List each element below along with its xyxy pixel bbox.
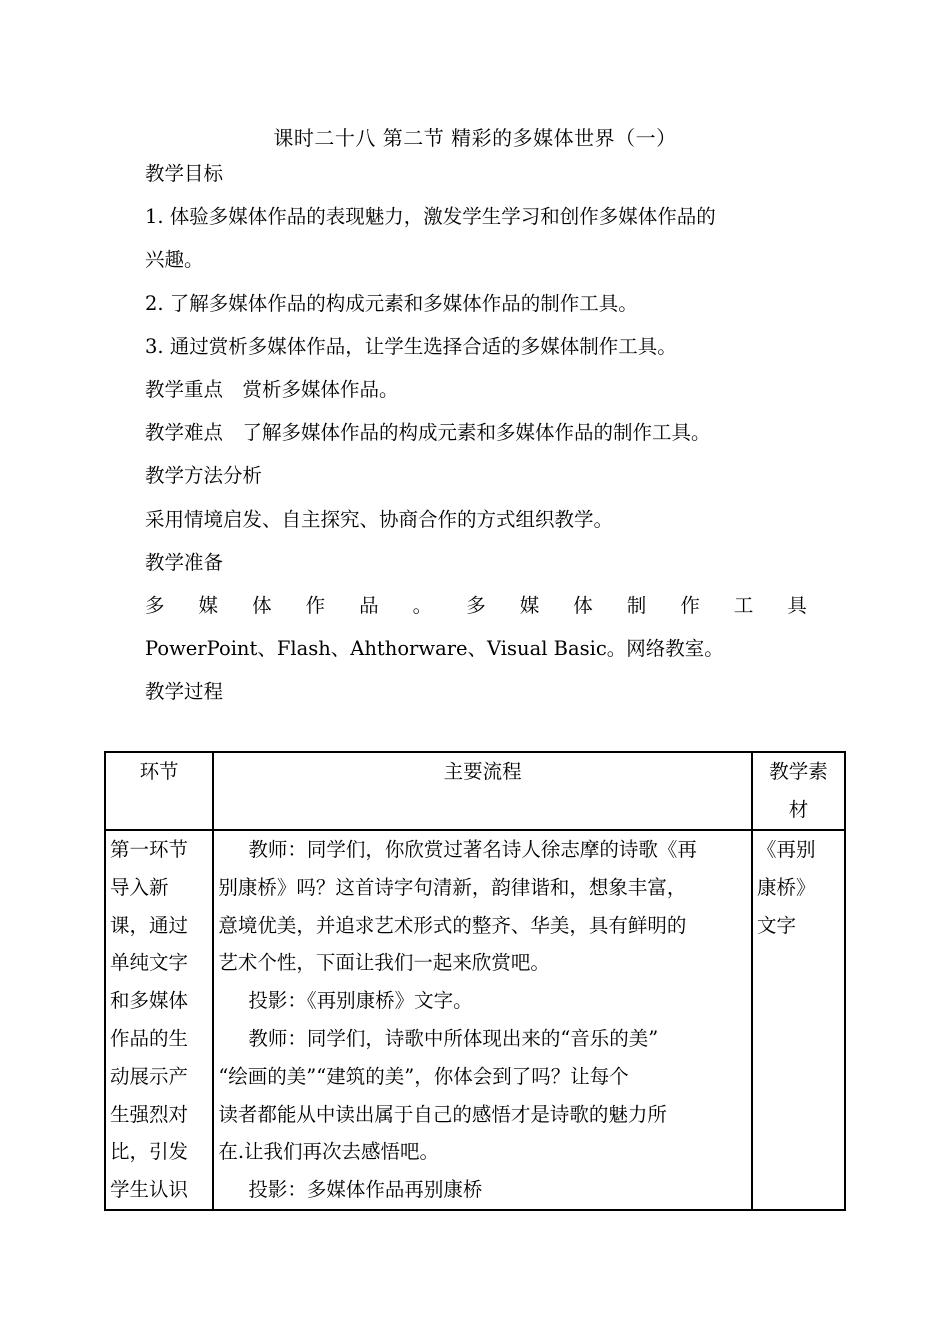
flow-line: 读者都能从中读出属于自己的感悟才是诗歌的魅力所 xyxy=(218,1102,667,1126)
stage-cell xyxy=(105,830,213,1210)
flow-line: 投影：多媒体作品再别康桥 xyxy=(248,1178,483,1202)
flow-line: 在.让我们再次去感悟吧。 xyxy=(218,1140,440,1164)
preparation-char: 多 xyxy=(145,594,165,618)
preparation-char: 具 xyxy=(787,594,807,618)
stage-line: 学生认识 xyxy=(110,1178,189,1202)
preparation-char: 多 xyxy=(466,594,486,618)
material-line: 文字 xyxy=(756,913,796,937)
header-material xyxy=(752,752,845,830)
flow-line: 艺术个性，下面让我们一起来欣赏吧。 xyxy=(218,951,550,975)
objective-1-line-2: 兴趣。 xyxy=(145,248,204,272)
flow-line: 教师：同学们，诗歌中所体现出来的“音乐的美” xyxy=(248,1026,659,1050)
flow-line: “绘画的美”“建筑的美”，你体会到了吗？让每个 xyxy=(218,1064,629,1088)
header-flow: 主要流程 xyxy=(213,752,752,830)
objective-2: 2. 了解多媒体作品的构成元素和多媒体作品的制作工具。 xyxy=(145,291,638,315)
preparation-char: 作 xyxy=(305,594,326,618)
material-line: 《再别 xyxy=(756,838,816,861)
stage-line: 单纯文字 xyxy=(110,951,189,975)
stage-line: 生强烈对 xyxy=(110,1102,189,1126)
table-row xyxy=(105,830,845,1210)
flow-text xyxy=(218,831,747,1209)
preparation-line-1 xyxy=(145,584,807,627)
flow-cell xyxy=(213,830,752,1210)
stage-line: 动展示产 xyxy=(110,1064,189,1088)
material-line: 康桥》 xyxy=(756,875,816,899)
preparation-line-2: PowerPoint、Flash、Ahthorware、Visual Basic。网络教室。 xyxy=(145,637,724,661)
header-material-line-1: 教学素 xyxy=(769,760,828,783)
table-header-row xyxy=(105,752,845,830)
stage-line: 比，引发 xyxy=(110,1140,189,1164)
objective-3: 3. 通过赏析多媒体作品，让学生选择合适的多媒体制作工具。 xyxy=(145,334,677,358)
method-text: 采用情境启发、自主探究、协商合作的方式组织教学。 xyxy=(145,507,614,531)
material-cell xyxy=(752,830,845,1210)
material-text xyxy=(757,831,840,944)
preparation-char: 品 xyxy=(359,594,379,618)
objective-1-line-1: 1. 体验多媒体作品的表现魅力，激发学生学习和创作多媒体作品的 xyxy=(145,205,716,229)
stage-line: 作品的生 xyxy=(110,1026,189,1050)
key-point: 教学重点 赏析多媒体作品。 xyxy=(145,378,399,402)
flow-line: 投影：《再别康桥》文字。 xyxy=(248,989,473,1013)
page-title: 课时二十八 第二节 精彩的多媒体世界（一） xyxy=(273,126,677,150)
preparation-heading: 教学准备 xyxy=(145,550,224,574)
preparation-char: 制 xyxy=(626,594,647,618)
stage-line: 第一环节 xyxy=(110,838,189,861)
preparation-char: 媒 xyxy=(198,594,219,618)
preparation-char: 体 xyxy=(252,594,272,618)
flow-line: 意境优美，并追求艺术形式的整齐、华美，具有鲜明的 xyxy=(218,913,687,937)
method-heading: 教学方法分析 xyxy=(145,464,263,488)
process-heading: 教学过程 xyxy=(145,680,224,704)
lesson-body xyxy=(145,152,807,714)
stage-line: 导入新 xyxy=(110,875,169,899)
preparation-char: 体 xyxy=(573,594,593,618)
header-stage: 环节 xyxy=(105,752,213,830)
preparation-char: 作 xyxy=(680,594,700,618)
flow-line: 别康桥》吗？这首诗字句清新，韵律谐和，想象丰富， xyxy=(218,875,687,899)
preparation-char: 工 xyxy=(733,594,754,618)
stage-line: 课，通过 xyxy=(110,913,189,937)
stage-line: 和多媒体 xyxy=(110,989,189,1013)
stage-text xyxy=(110,831,208,1209)
difficulty: 教学难点 了解多媒体作品的构成元素和多媒体作品的制作工具。 xyxy=(145,421,711,445)
process-table xyxy=(104,751,846,1211)
preparation-char: 媒 xyxy=(519,594,540,618)
objectives-heading: 教学目标 xyxy=(145,162,224,185)
header-material-line-2: 材 xyxy=(788,797,809,821)
flow-line: 教师：同学们，你欣赏过著名诗人徐志摩的诗歌《再 xyxy=(248,838,697,861)
preparation-char: 。 xyxy=(412,594,433,618)
